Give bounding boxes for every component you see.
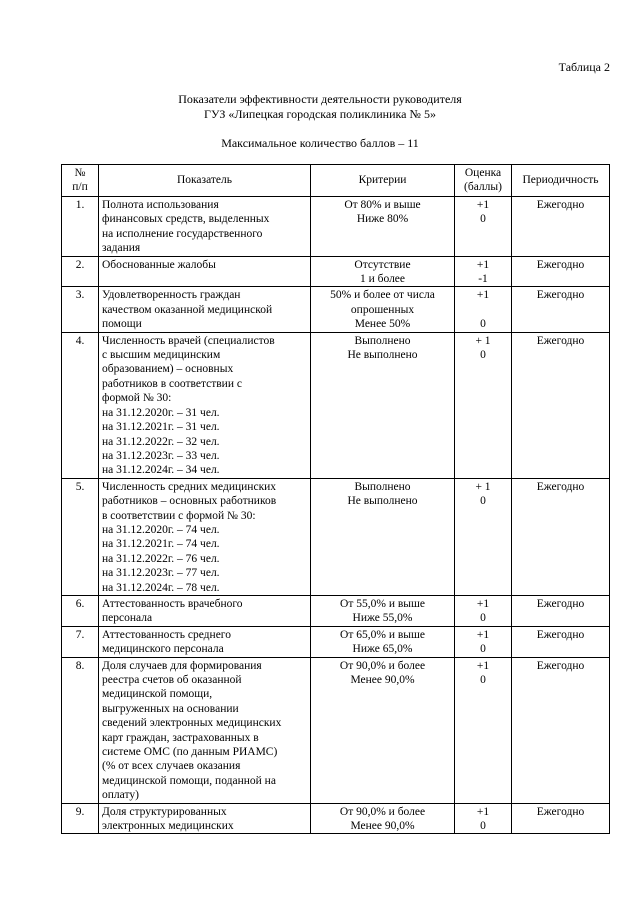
indicator-line: на 31.12.2023г. – 33 чел. — [102, 449, 220, 462]
criteria-line: От 55,0% и выше — [340, 597, 425, 610]
indicator-line: на 31.12.2022г. – 32 чел. — [102, 435, 220, 448]
criteria-line: От 65,0% и выше — [340, 628, 425, 641]
criteria-cell — [311, 332, 455, 478]
indicator-line: Численность врачей (специалистов — [102, 334, 275, 347]
indicator-line: карт граждан, застрахованных в — [102, 731, 259, 744]
indicator-line: сведений электронных медицинских — [102, 717, 282, 730]
criteria-cell — [311, 803, 455, 834]
indicator-line: помощи — [102, 318, 142, 331]
table-row — [62, 287, 610, 332]
criteria-line: 1 и более — [359, 273, 406, 286]
criteria-cell — [311, 256, 455, 287]
indicator-line: системе ОМС (по данным РИАМС) — [102, 746, 278, 759]
indicator-line: на 31.12.2020г. – 74 чел. — [102, 523, 220, 536]
header-indicator: Показатель — [99, 165, 311, 197]
criteria-line: Ниже 80% — [356, 213, 409, 226]
indicator-line: Обоснованные жалобы — [102, 258, 216, 271]
table-label: Таблица 2 — [558, 60, 610, 74]
header-num-line: п/п — [72, 180, 88, 193]
indicator-line: работников в соответствии с — [102, 377, 242, 390]
document-title-line1: Показатели эффективности деятельности руководителя — [178, 92, 462, 106]
period-cell: Ежегодно — [512, 657, 610, 803]
criteria-line: От 90,0% и более — [339, 805, 426, 818]
score-line: 0 — [480, 318, 486, 331]
score-cell — [455, 332, 512, 478]
score-line: +1 — [476, 289, 490, 302]
table-row — [62, 626, 610, 657]
indicator-line: формой № 30: — [102, 392, 172, 405]
period-cell: Ежегодно — [512, 595, 610, 626]
score-line: 0 — [480, 349, 486, 362]
indicator-line: Численность средних медицинских — [102, 480, 277, 493]
period-cell: Ежегодно — [512, 287, 610, 332]
score-line: +1 — [476, 628, 490, 641]
score-line: +1 — [476, 805, 490, 818]
table-body — [62, 197, 610, 834]
criteria-line: Не выполнено — [347, 495, 418, 508]
criteria-cell — [311, 478, 455, 595]
indicator-cell — [99, 803, 311, 834]
header-criteria: Критерии — [311, 165, 455, 197]
indicator-line: оплату) — [102, 789, 139, 802]
table-row — [62, 657, 610, 803]
indicator-line: на 31.12.2024г. – 78 чел. — [102, 581, 220, 594]
criteria-cell — [311, 626, 455, 657]
indicator-line: с высшим медицинским — [102, 349, 221, 362]
score-line: 0 — [480, 213, 486, 226]
indicator-line: выгруженных на основании — [102, 702, 239, 715]
indicator-cell — [99, 287, 311, 332]
criteria-line: От 80% и выше — [344, 199, 421, 211]
table-row — [62, 197, 610, 257]
indicator-line: реестра счетов об оказанной — [102, 674, 242, 686]
table-header-row — [62, 165, 610, 197]
criteria-line: От 90,0% и более — [339, 659, 426, 672]
indicator-cell — [99, 197, 311, 257]
score-cell — [455, 478, 512, 595]
indicator-line: финансовых средств, выделенных — [102, 213, 270, 226]
indicator-cell — [99, 332, 311, 478]
score-cell — [455, 657, 512, 803]
indicator-line: на 31.12.2021г. – 74 чел. — [102, 538, 220, 551]
row-number: 8. — [62, 657, 99, 803]
header-period: Периодичность — [512, 165, 610, 197]
indicator-cell — [99, 478, 311, 595]
indicator-line: электронных медицинских — [102, 820, 234, 833]
criteria-line: Выполнено — [354, 334, 411, 347]
criteria-cell — [311, 197, 455, 257]
indicator-line: на 31.12.2022г. – 76 чел. — [102, 552, 220, 565]
table-row — [62, 332, 610, 478]
score-line: +1 — [476, 597, 490, 610]
row-number: 1. — [62, 197, 99, 257]
indicator-cell — [99, 256, 311, 287]
period-cell: Ежегодно — [512, 478, 610, 595]
indicator-line: Полнота использования — [102, 199, 219, 211]
score-cell — [455, 197, 512, 257]
score-line: + 1 — [475, 334, 491, 347]
indicator-cell — [99, 657, 311, 803]
period-cell: Ежегодно — [512, 256, 610, 287]
criteria-line: Менее 50% — [354, 318, 411, 331]
criteria-cell — [311, 657, 455, 803]
indicator-line: образованием) – основных — [102, 363, 234, 376]
score-cell — [455, 595, 512, 626]
score-line: 0 — [480, 643, 486, 656]
score-line: + 1 — [475, 480, 491, 493]
document-title-line2: ГУЗ «Липецкая городская поликлиника № 5» — [204, 107, 436, 121]
header-num — [62, 165, 99, 197]
indicator-line: Доля случаев для формирования — [102, 659, 262, 672]
indicator-line: на исполнение государственного — [102, 227, 263, 240]
score-cell — [455, 803, 512, 834]
indicator-line: (% от всех случаев оказания — [102, 760, 241, 773]
indicator-line: на 31.12.2020г. – 31 чел. — [102, 406, 220, 419]
indicator-cell — [99, 595, 311, 626]
row-number: 2. — [62, 256, 99, 287]
criteria-line: опрошенных — [350, 303, 415, 316]
criteria-line: Менее 90,0% — [350, 820, 415, 833]
criteria-line: Менее 90,0% — [350, 674, 415, 686]
header-score-line: (баллы) — [464, 180, 502, 193]
indicator-line: медицинской помощи, поданной на — [102, 774, 276, 787]
indicator-line: на 31.12.2024г. – 34 чел. — [102, 464, 220, 477]
indicator-line: Аттестованность врачебного — [102, 597, 243, 610]
criteria-line: Выполнено — [354, 480, 411, 493]
row-number: 7. — [62, 626, 99, 657]
indicator-line: на 31.12.2023г. – 77 чел. — [102, 567, 220, 580]
table-row — [62, 478, 610, 595]
indicator-line: персонала — [102, 612, 153, 625]
indicators-table — [61, 164, 610, 834]
criteria-line: 50% и более от числа — [330, 289, 435, 302]
score-line: 0 — [480, 612, 486, 625]
score-cell — [455, 287, 512, 332]
indicator-line: Доля структурированных — [102, 805, 227, 818]
score-line: +1 — [476, 199, 490, 211]
score-line: +1 — [476, 659, 490, 672]
table-row — [62, 803, 610, 834]
table-row — [62, 256, 610, 287]
table-row — [62, 595, 610, 626]
header-score-line: Оценка — [464, 167, 502, 179]
period-cell: Ежегодно — [512, 332, 610, 478]
header-num-line: № — [74, 167, 86, 179]
score-line: 0 — [480, 820, 486, 833]
indicator-line: на 31.12.2021г. – 31 чел. — [102, 421, 220, 434]
criteria-line: Отсутствие — [354, 258, 411, 271]
row-number: 3. — [62, 287, 99, 332]
criteria-line: Ниже 55,0% — [352, 612, 413, 625]
criteria-cell — [311, 595, 455, 626]
row-number: 9. — [62, 803, 99, 834]
row-number: 5. — [62, 478, 99, 595]
criteria-line: Не выполнено — [347, 349, 418, 362]
row-number: 4. — [62, 332, 99, 478]
indicator-line: медицинской помощи, — [102, 688, 213, 701]
indicator-cell — [99, 626, 311, 657]
period-cell: Ежегодно — [512, 626, 610, 657]
criteria-line: Ниже 65,0% — [352, 643, 413, 656]
score-line: 0 — [480, 495, 486, 508]
indicator-line: медицинского персонала — [102, 643, 224, 656]
score-cell — [455, 256, 512, 287]
score-line: 0 — [480, 674, 486, 686]
indicator-line: Аттестованность среднего — [102, 628, 231, 641]
score-line — [458, 303, 508, 317]
indicator-line: качеством оказанной медицинской — [102, 303, 273, 316]
score-cell — [455, 626, 512, 657]
score-line: +1 — [476, 258, 490, 271]
indicator-line: задания — [102, 242, 141, 255]
score-line: -1 — [478, 273, 488, 286]
criteria-cell — [311, 287, 455, 332]
header-score — [455, 165, 512, 197]
period-cell: Ежегодно — [512, 197, 610, 257]
indicator-line: Удовлетворенность граждан — [102, 289, 241, 302]
max-score-note: Максимальное количество баллов – 11 — [221, 136, 419, 150]
indicator-line: работников – основных работников — [102, 495, 277, 508]
period-cell: Ежегодно — [512, 803, 610, 834]
indicator-line: в соответствии с формой № 30: — [102, 509, 256, 522]
row-number: 6. — [62, 595, 99, 626]
